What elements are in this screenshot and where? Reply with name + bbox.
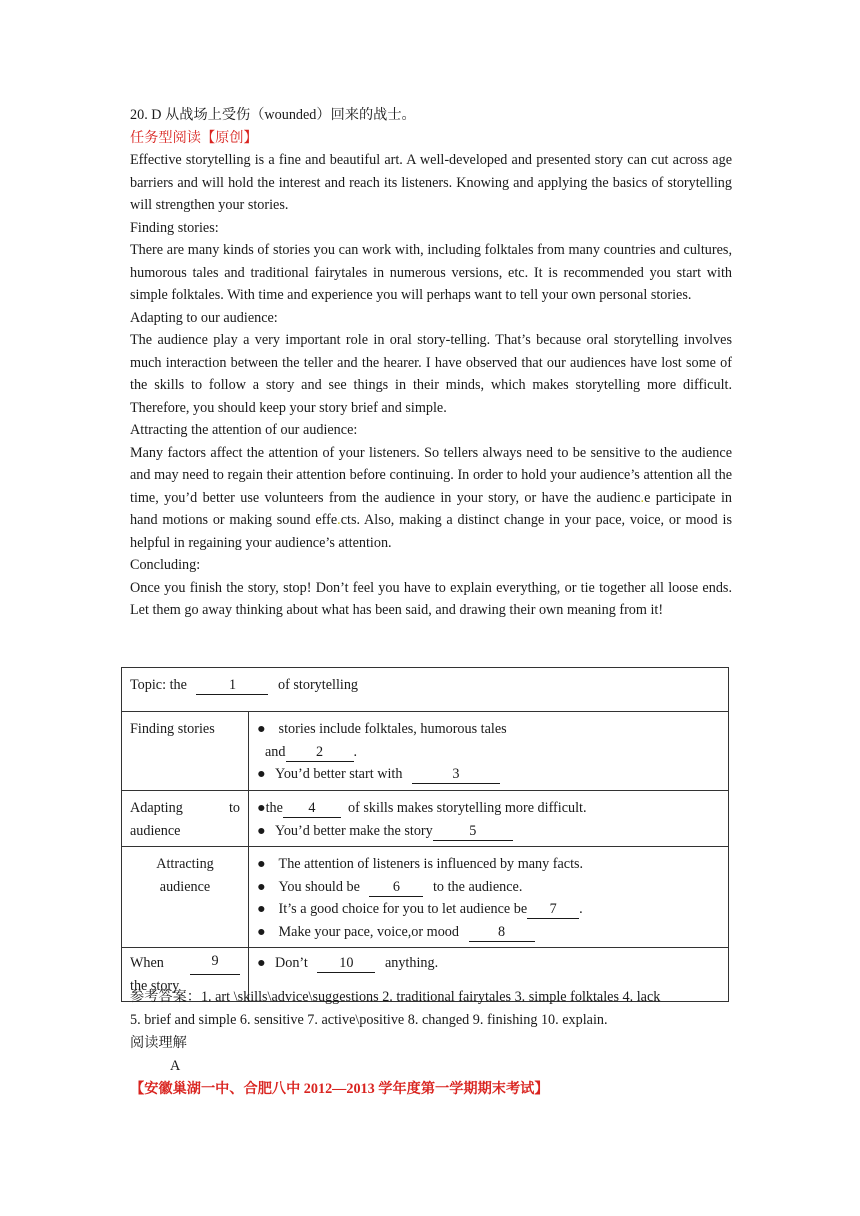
- label-text: the story: [130, 977, 180, 994]
- bullet-icon: ●: [257, 901, 266, 917]
- paragraph-intro: Effective storytelling is a fine and beautiful art. A well-developed and presented story can cut across age barriers and will hold the interest and reach its listeners. Knowing and applying the basics of storytelling will strengthen your stories.: [130, 152, 732, 213]
- mark-dot: .: [640, 489, 645, 506]
- heading-finding-stories: Finding stories:: [130, 219, 219, 236]
- blank-4[interactable]: 4: [283, 799, 341, 818]
- row-label-adapting: [122, 791, 249, 847]
- bullet-icon: ●: [257, 923, 266, 940]
- answers-section: [130, 986, 732, 1101]
- table-row-adapting: [122, 791, 729, 847]
- blank-5[interactable]: 5: [433, 822, 513, 841]
- bullet-text: The attention of listeners is influenced by many facts.: [278, 856, 584, 872]
- bullet-text: of skills makes storytelling more difficult.: [348, 800, 587, 816]
- row-content-finding: ● stories include folktales, humorous tales and 2 . ● You’d better start with 3: [249, 712, 729, 791]
- answer-line-20: 20. D 从战场上受伤（wounded）回来的战士。: [130, 107, 416, 123]
- label-text: Adapting: [130, 800, 183, 816]
- bullet-icon: ●: [257, 721, 266, 737]
- blank-8[interactable]: 8: [469, 923, 535, 942]
- paragraph-finding-stories: There are many kinds of stories you can work with, including folktales from many countries and cultures, humorous tales and traditional fairytales in numerous versions, etc. It is recommended you start with simple folktales. With time and experience you will perhaps want to tell your own personal stories.: [130, 242, 732, 303]
- topic-cell: [122, 668, 729, 712]
- table-row-attracting: [122, 847, 729, 948]
- bullet-text: anything.: [384, 955, 439, 971]
- paragraph-adapting: The audience play a very important role in oral story-telling. That’s because oral storytelling involves much interaction between the teller and the hearer. I have observed that our audiences have lost some of the skills to follow a story and see things in their minds, which makes storytelling more difficult. Therefore, you should keep your story brief and simple.: [130, 332, 732, 416]
- blank-6[interactable]: 6: [369, 878, 423, 897]
- label-text: Attracting: [156, 856, 214, 872]
- mark-dot: .: [337, 512, 341, 528]
- document-body: [130, 104, 732, 622]
- exam-title: 【安徽巢湖一中、合肥八中 2012—2013 学年度第一学期期末考试】: [130, 1081, 549, 1097]
- bullet-icon: ●: [257, 856, 266, 872]
- bullet-icon: ●: [257, 822, 266, 839]
- bullet-text: It’s a good choice for you to let audience be: [278, 901, 528, 917]
- paragraph-concluding: Once you finish the story, stop! Don’t feel you have to explain everything, or tie together all loose ends. Let them go away thinking about what has been said, and drawing their own meaning from it!: [130, 579, 732, 618]
- paragraph-attracting: [130, 442, 732, 555]
- bullet-text: .: [579, 901, 583, 917]
- bullet-text: You should be: [278, 878, 360, 895]
- topic-suffix: of storytelling: [278, 677, 359, 693]
- bullet-text-cont: and: [265, 743, 286, 760]
- table-row-finding: [122, 712, 729, 791]
- blank-2[interactable]: 2: [286, 743, 354, 762]
- bullet-icon: ●: [257, 766, 266, 782]
- bullet-text: Make your pace, voice,or mood: [278, 923, 459, 940]
- blank-10[interactable]: 10: [317, 954, 375, 973]
- section-title: 任务型阅读【原创】: [130, 129, 258, 146]
- reading-title: 阅读理解: [130, 1035, 187, 1051]
- bullet-text: stories include folktales, humorous tales: [278, 721, 507, 737]
- bullet-icon: ●: [257, 878, 266, 895]
- label-text: audience: [130, 822, 181, 839]
- paragraph-attracting-part3: cts. Also, making a distinct change in your pace, voice, or mood is helpful in regaining your audience’s attention.: [130, 512, 732, 551]
- heading-concluding: Concluding:: [130, 557, 201, 573]
- bullet-text: Don’t: [275, 955, 308, 971]
- bullet-text: You’d better start with: [275, 766, 403, 782]
- bullet-text: the: [265, 800, 283, 816]
- heading-attracting: Attracting the attention of our audience:: [130, 422, 358, 438]
- label-text: When: [130, 955, 164, 971]
- table-row-topic: [122, 668, 729, 712]
- blank-3[interactable]: 3: [412, 765, 500, 784]
- bullet-icon: ●: [257, 955, 266, 971]
- label-text: audience: [159, 878, 211, 895]
- row-label-finding: [122, 712, 249, 791]
- row-content-attracting: [249, 847, 729, 948]
- label-text: to: [228, 800, 240, 816]
- paragraph-attracting-part1: Many factors affect the attention of your listeners. So tellers always need to be sensitive to the audience and may need to regain their attention before continuing. In order to hold your audience’s attention all the time, you’d better use volunteers from the audience in your story, or have the audienc: [130, 444, 732, 506]
- topic-prefix: Topic: the: [130, 677, 187, 693]
- heading-adapting: Adapting to our audience:: [130, 309, 278, 326]
- row-label-attracting: [122, 847, 249, 948]
- bullet-icon: ●: [257, 800, 266, 816]
- task-table: [121, 667, 729, 1002]
- bullet-text: You’d better make the story: [275, 822, 433, 839]
- paragraph-attracting-part2: e participate in hand motions or making sound effe: [130, 489, 732, 528]
- blank-7[interactable]: 7: [527, 900, 579, 919]
- label-text: Finding stories: [130, 721, 215, 737]
- row-content-adapting: [249, 791, 729, 847]
- blank-1[interactable]: 1: [196, 676, 268, 695]
- answer-key-line-1: 参考答案：1. art \skills\advice\suggestions 2. traditional fairytales 3. simple folktales 4. lack: [130, 989, 661, 1005]
- section-letter: A: [170, 1058, 181, 1074]
- blank-9[interactable]: 9: [190, 952, 240, 975]
- answer-key-line-2: 5. brief and simple 6. sensitive 7. active\positive 8. changed 9. finishing 10. explain.: [130, 1012, 608, 1028]
- bullet-text: to the audience.: [432, 878, 523, 895]
